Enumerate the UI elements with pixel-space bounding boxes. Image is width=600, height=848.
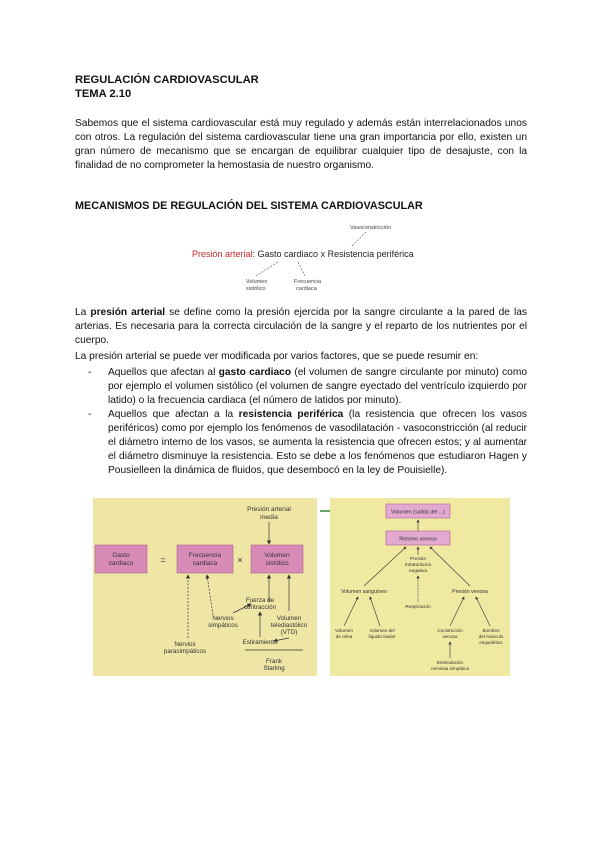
formula-equation: : Gasto cardiaco x Resistencia periférica bbox=[252, 249, 414, 259]
box-top-label: Volumen (salida del ...) bbox=[391, 509, 445, 516]
bullet-text bbox=[108, 366, 527, 408]
bullet-post: (el volumen de sangre circulante por minuto) como por ejemplo el volumen sistólico (el volumen de sangre eyectado del ventrículo izquierdo por latido) o la frecuencia cardiaca (el número de latidos por minuto). bbox=[108, 367, 528, 406]
bullet-item-resistencia bbox=[88, 408, 527, 492]
box-gasto-2: cardiaco bbox=[108, 560, 134, 567]
bullet-post: (la resistencia que ofrecen los vasos periféricos) como por ejemplo los fenómenos de vasodilatación - vasoconstricción (al reducir el diámetro interno de los vasos, se aumenta la resistencia que ofrecen estos; y al aumentar el diámetro disminuye la resistencia. Esto se debe a los fenómenos que estudiaron Hagen y Pousielleen la dinámica de fluidos, que desembocó en la ley de Pouisielle). bbox=[108, 409, 527, 476]
document-title: REGULACIÓN CARDIOVASCULAR bbox=[75, 74, 259, 86]
volumen-td-3: (VTD) bbox=[280, 629, 298, 636]
bullet-bold: gasto cardiaco bbox=[218, 367, 292, 378]
leaf-2a: Volumen del bbox=[369, 628, 395, 633]
p1-post: se define como la presión ejercida por la sangre circulante a la pared de las arterias. Es necesaria para la correcta circulación de la sangre y el reparto de los nutrientes por el cuerpo. bbox=[75, 307, 527, 346]
nervios-para-2: parasimpáticos bbox=[163, 648, 207, 655]
p1-pre: La bbox=[75, 307, 91, 318]
intro-paragraph: Sabemos que el sistema cardiovascular está muy regulado y además están interrelacionados unos con otros. La regulación del sistema cardiovascular tiene una gran importancia por ello, existen un gran número de mecanismo que se encargan de equilibrar cualquier tipo de desajuste, con la finalidad de no comprometer la hemostasia de nuestro organismo. bbox=[75, 118, 527, 171]
formula-note-left-1: Volumen bbox=[246, 279, 268, 285]
formula-equation-text bbox=[192, 249, 414, 259]
definition-paragraph bbox=[75, 306, 527, 348]
vol-sanguineo-label: Volumen sanguíneo bbox=[341, 589, 387, 595]
leaf-4a: Bombeo bbox=[482, 628, 500, 633]
bottom-1: Estimulación bbox=[436, 660, 464, 665]
venous-return-svg bbox=[330, 498, 510, 676]
formula-svg bbox=[190, 220, 430, 304]
respiracion-label: Respiración bbox=[405, 605, 431, 610]
box-vol-1: Volumen bbox=[264, 552, 290, 559]
formula-note-left-2: sistólico bbox=[246, 286, 266, 292]
cardiac-output-svg bbox=[93, 498, 317, 676]
formula-arrow-left bbox=[256, 262, 278, 276]
leaf-3b: venosa bbox=[442, 634, 458, 639]
box-vol-2: sistólico bbox=[265, 560, 289, 567]
presion-3: negativa bbox=[408, 569, 428, 574]
factors-paragraph: La presión arterial se puede ver modificada por varios factores, que se puede resumir en: bbox=[75, 351, 479, 362]
formula-label: Presión arterial bbox=[192, 249, 253, 259]
box-gasto bbox=[95, 545, 147, 573]
frank-1: Frank bbox=[265, 658, 283, 665]
leaf-1b: de orina bbox=[335, 634, 353, 639]
formula-arrow-right bbox=[298, 262, 305, 276]
bullet-bold: resistencia periférica bbox=[238, 409, 344, 420]
bullet-text bbox=[108, 408, 527, 478]
presion-1: Presión bbox=[409, 557, 427, 562]
fuerza-1: Fuerza de bbox=[245, 597, 275, 604]
figure-right-background bbox=[330, 498, 510, 676]
presion-venosa-label: Presión venosa bbox=[452, 589, 488, 595]
box-mid-label: Retorno venoso bbox=[399, 536, 437, 543]
equals-sign: = bbox=[160, 555, 166, 565]
leaf-4c: esquelético bbox=[479, 640, 503, 645]
formula-top-note: Vasoconstricción bbox=[350, 225, 392, 231]
box-volumen bbox=[251, 545, 303, 573]
top-label-2: media bbox=[260, 514, 278, 521]
nervios-simp-1: Nervios bbox=[212, 615, 234, 622]
section-heading: MECANISMOS DE REGULACIÓN DEL SISTEMA CARDIOVASCULAR bbox=[75, 200, 423, 212]
document-subtitle: TEMA 2.10 bbox=[75, 88, 132, 100]
venous-return-figure bbox=[330, 498, 510, 676]
top-label-1: Presión arterial bbox=[247, 506, 291, 513]
times-sign: × bbox=[237, 555, 243, 565]
bullet-dash: - bbox=[88, 409, 92, 420]
nervios-simp-2: simpáticos bbox=[208, 622, 238, 629]
volumen-td-2: telediastólico bbox=[270, 622, 308, 629]
box-gasto-1: Gasto bbox=[112, 552, 130, 559]
frank-2: Starling bbox=[263, 665, 285, 672]
bullet-dash: - bbox=[88, 367, 92, 378]
volumen-td-1: Volumen bbox=[276, 615, 302, 622]
leaf-1a: Volumen bbox=[335, 628, 353, 633]
fuerza-2: contracción bbox=[243, 604, 277, 611]
nervios-para-1: Nervios bbox=[174, 641, 196, 648]
formula-arrow-top bbox=[351, 232, 366, 247]
formula-note-right-1: Frecuencia bbox=[294, 279, 322, 285]
cardiac-output-figure bbox=[93, 498, 317, 676]
leaf-4b: del músculo bbox=[478, 634, 504, 639]
bottom-2: nerviosa simpática bbox=[430, 666, 470, 671]
box-freq-2: cardiaca bbox=[192, 560, 218, 567]
bullet-pre: Aquellos que afectan a la bbox=[108, 409, 239, 420]
formula-note-right-2: cardiaca bbox=[296, 286, 317, 292]
bullet-pre: Aquellos que afectan al bbox=[108, 367, 219, 378]
formula-figure bbox=[190, 220, 430, 304]
leaf-2b: líquido tisular bbox=[368, 634, 396, 639]
box-freq-1: Frecuencia bbox=[188, 552, 222, 559]
p1-bold: presión arterial bbox=[90, 307, 166, 318]
box-frecuencia bbox=[177, 545, 233, 573]
leaf-3a: Constricción bbox=[437, 628, 463, 633]
presion-2: intratorácica bbox=[404, 563, 432, 568]
estiramiento-label: Estiramiento bbox=[242, 639, 278, 646]
